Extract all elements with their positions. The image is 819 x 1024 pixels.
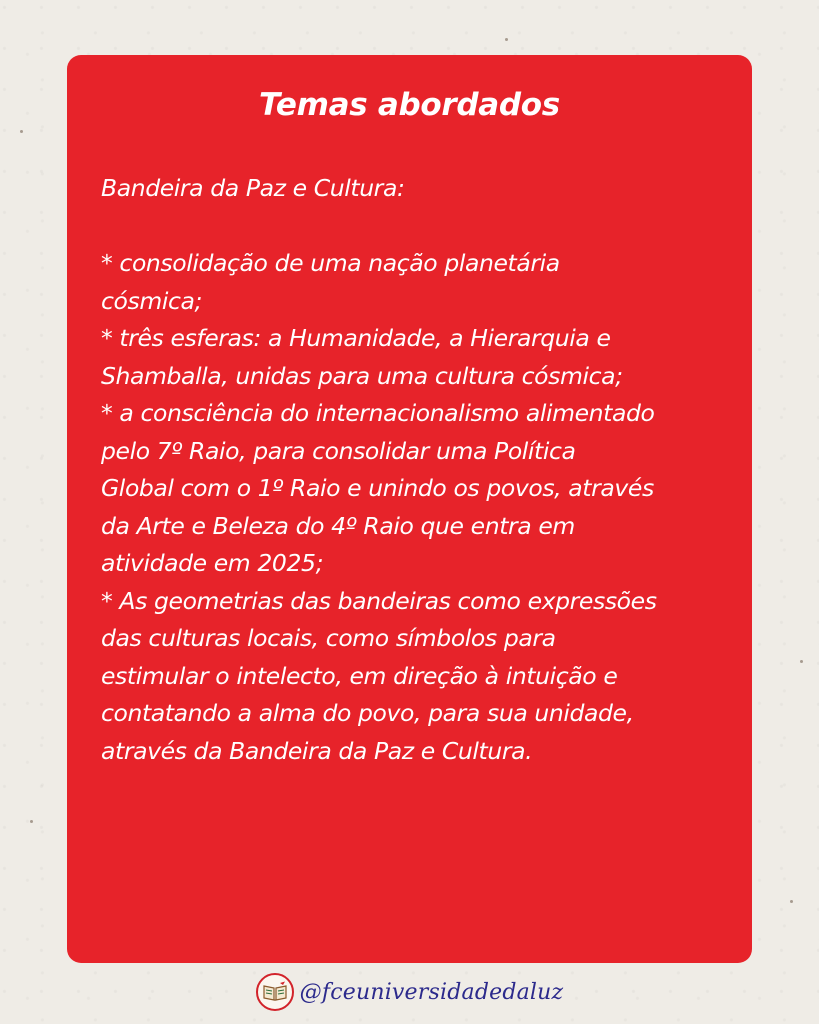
paper-speck	[800, 660, 803, 663]
paper-speck	[30, 820, 33, 823]
body-line: * consolidação de uma nação planetária	[101, 249, 560, 277]
paper-speck	[790, 900, 793, 903]
body-line: Shamballa, unidas para uma cultura cósmica;	[101, 361, 623, 390]
footer	[0, 970, 819, 1014]
paper-speck	[20, 130, 23, 133]
body-line: cósmica;	[101, 286, 203, 315]
body-line: das culturas locais, como símbolos para	[101, 624, 556, 652]
open-book-pen-icon	[256, 973, 294, 1011]
body-line: contatando a alma do povo, para sua unidade,	[101, 699, 634, 727]
body-line: * a consciência do internacionalismo alimentado	[101, 399, 655, 427]
body-line: pelo 7º Raio, para consolidar uma Política	[101, 436, 576, 465]
body-line: através da Bandeira da Paz e Cultura.	[101, 736, 533, 765]
body-line: Global com o 1º Raio e unindo os povos, através	[101, 474, 654, 502]
card-title: Temas abordados	[259, 87, 560, 123]
body-line: estimular o intelecto, em direção à intuição e	[101, 661, 618, 690]
body-line: * três esferas: a Humanidade, a Hierarquia e	[101, 324, 611, 352]
blank-line	[101, 208, 741, 246]
body-line: * As geometrias das bandeiras como expressões	[101, 586, 657, 615]
social-handle[interactable]: @fceuniversidadedaluz	[299, 979, 564, 1005]
card-body	[101, 170, 741, 770]
section-heading: Bandeira da Paz e Cultura:	[101, 174, 405, 202]
body-line: atividade em 2025;	[101, 549, 324, 577]
body-line: da Arte e Beleza do 4º Raio que entra em	[101, 511, 575, 540]
paper-speck	[505, 38, 508, 41]
